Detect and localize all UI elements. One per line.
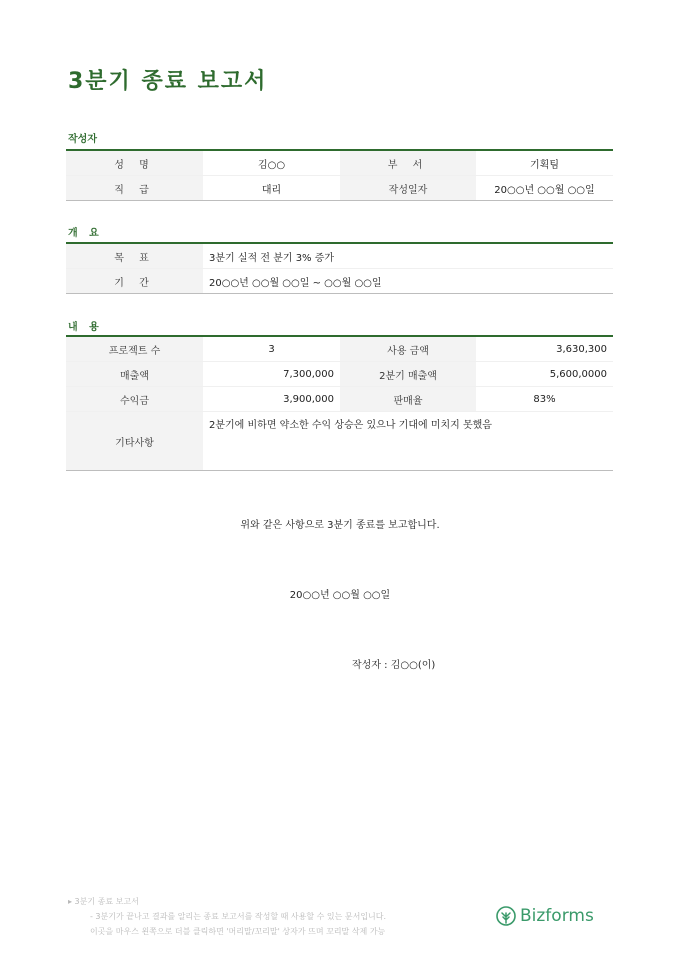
table-row bbox=[66, 336, 613, 362]
profit-value: 3,900,000 bbox=[203, 387, 340, 412]
spend-value: 3,630,300 bbox=[476, 336, 613, 362]
footer-line-1: ▸ 3분기 종료 보고서 bbox=[68, 897, 139, 906]
section-content-text: 내 용 bbox=[68, 322, 103, 333]
footer-notes bbox=[68, 894, 386, 939]
etc-label: 기타사항 bbox=[66, 412, 203, 471]
table-row bbox=[66, 243, 613, 269]
logo-text: Bizforms bbox=[520, 906, 594, 926]
dept-value: 기획팀 bbox=[476, 150, 613, 176]
section-overview-text: 개 요 bbox=[68, 228, 103, 239]
etc-value: 2분기에 비하면 약소한 수익 상승은 있으나 기대에 미치지 못했음 bbox=[209, 420, 492, 431]
q2-sales-value: 5,600,0000 bbox=[476, 362, 613, 387]
sales-value: 7,300,000 bbox=[203, 362, 340, 387]
project-count-value: 3 bbox=[203, 336, 340, 362]
table-row bbox=[66, 176, 613, 201]
bizforms-logo bbox=[496, 906, 594, 926]
content-table bbox=[66, 335, 613, 471]
table-row bbox=[66, 412, 613, 471]
q2-sales-label: 2분기 매출액 bbox=[340, 362, 476, 387]
sales-label: 매출액 bbox=[66, 362, 203, 387]
section-overview-label bbox=[68, 224, 103, 239]
table-row bbox=[66, 387, 613, 412]
footer-line-2: - 3분기가 끝나고 결과를 알리는 종료 보고서를 작성할 때 사용할 수 있는 문서입니다. bbox=[90, 912, 387, 921]
name-label: 성 명 bbox=[66, 150, 203, 176]
period-value: 20○○년 ○○월 ○○일 ~ ○○월 ○○일 bbox=[209, 277, 382, 289]
document-title: 3분기 종료 보고서 bbox=[68, 69, 268, 94]
profit-label: 수익금 bbox=[66, 387, 203, 412]
author-table bbox=[66, 149, 613, 201]
leaf-icon bbox=[496, 906, 516, 926]
closing-writer: 작성자 : 김○○(이) bbox=[352, 660, 436, 671]
sell-rate-value: 83% bbox=[476, 387, 613, 412]
table-row bbox=[66, 269, 613, 294]
date-label: 작성일자 bbox=[340, 176, 476, 201]
goal-value: 3분기 실적 전 분기 3% 증가 bbox=[203, 243, 613, 269]
footer-line-3: 이곳을 마우스 왼쪽으로 더블 클릭하면 '머리말/꼬리말' 상자가 뜨며 꼬리말 삭제 가능 bbox=[90, 927, 386, 936]
spend-label: 사용 금액 bbox=[340, 336, 476, 362]
section-author-label: 작성자 bbox=[68, 134, 97, 145]
dept-label: 부 서 bbox=[340, 150, 476, 176]
table-row bbox=[66, 150, 613, 176]
overview-table bbox=[66, 242, 613, 294]
closing-date: 20○○년 ○○월 ○○일 bbox=[289, 590, 391, 601]
date-value: 20○○년 ○○월 ○○일 bbox=[494, 184, 595, 196]
closing-statement: 위와 같은 사항으로 3분기 종료를 보고합니다. bbox=[240, 520, 440, 531]
goal-label: 목 표 bbox=[66, 243, 203, 269]
section-content-label bbox=[68, 318, 103, 333]
position-label: 직 급 bbox=[66, 176, 203, 201]
name-value: 김○○ bbox=[203, 150, 340, 176]
position-value: 대리 bbox=[261, 184, 282, 196]
project-count-label: 프로젝트 수 bbox=[66, 336, 203, 362]
period-label: 기 간 bbox=[66, 269, 203, 294]
table-row bbox=[66, 362, 613, 387]
sell-rate-label: 판매율 bbox=[340, 387, 476, 412]
